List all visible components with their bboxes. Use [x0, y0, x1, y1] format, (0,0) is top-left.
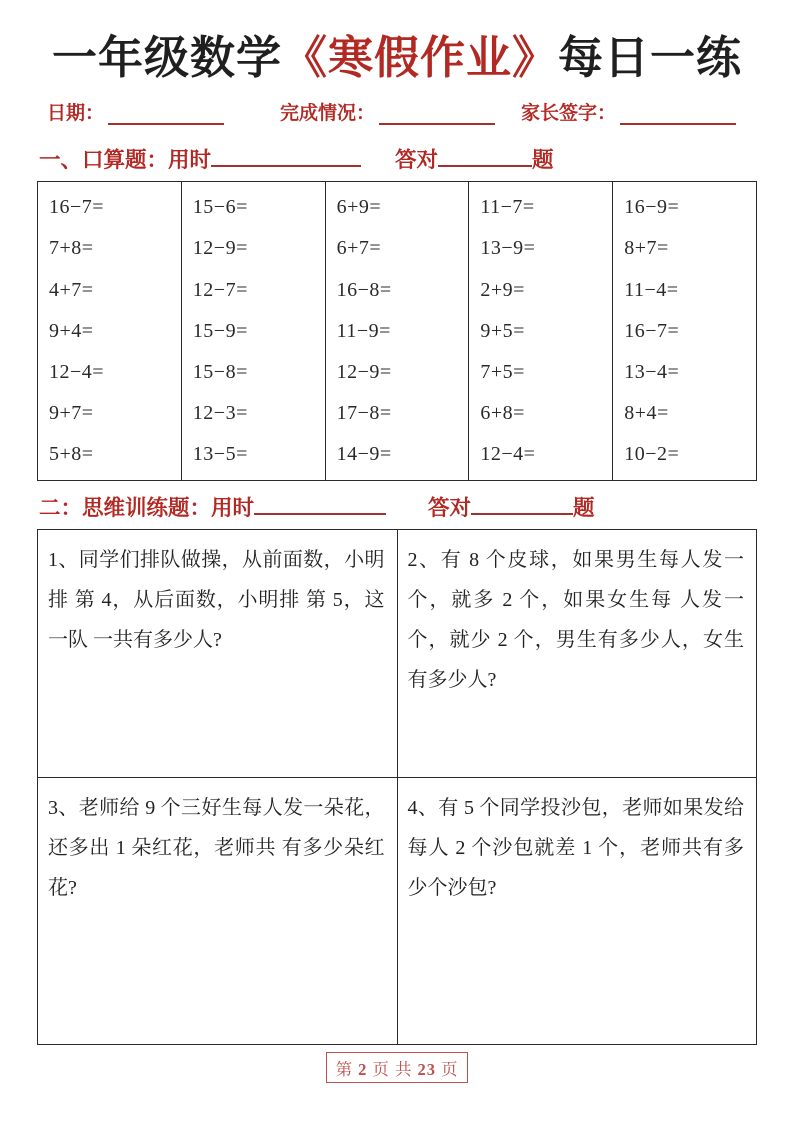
footer-middle: 页 共 — [372, 1059, 413, 1079]
math-problem: 12−7= — [192, 278, 248, 301]
current-page-number: 2 — [358, 1059, 368, 1079]
footer-suffix: 页 — [440, 1059, 459, 1079]
oral-column-2 — [181, 182, 325, 480]
oral-column-5 — [613, 182, 757, 480]
math-problem: 9+4= — [49, 319, 94, 342]
math-problem: 11−9= — [336, 319, 391, 342]
thinking-answered-label: 答对 — [428, 495, 472, 520]
oral-answered-blank-line — [438, 145, 532, 168]
math-problem: 6+9= — [336, 196, 382, 219]
oral-answered-label: 答对 — [395, 148, 439, 173]
completion-label: 完成情况： — [280, 103, 376, 125]
math-problem: 8+4= — [624, 402, 669, 425]
oral-calculation-table — [37, 181, 757, 480]
word-problem: 2、有 8 个皮球，如果男生每人发一个，就多 2 个，如果女生每 人发一个，就少 2 个，男生有多少人，女生有多少人? — [407, 548, 744, 691]
math-problem: 10−2= — [624, 443, 680, 466]
thinking-unit-suffix: 题 — [573, 495, 595, 520]
math-problem: 12−9= — [336, 361, 392, 384]
math-problem: 14−9= — [336, 443, 392, 466]
math-problem: 16−8= — [336, 278, 392, 301]
math-problem: 12−3= — [192, 402, 248, 425]
footer — [37, 1052, 757, 1083]
math-problem: 12−4= — [49, 361, 105, 384]
math-problem: 5+8= — [49, 443, 94, 466]
math-problem: 9+7= — [49, 402, 94, 425]
math-problem: 8+7= — [624, 237, 669, 260]
word-problem-cell-1 — [38, 529, 398, 777]
math-problem: 15−8= — [192, 361, 248, 384]
title-part-book: 《寒假作业》 — [281, 33, 558, 83]
oral-heading-prefix: 一、口算题：用时 — [39, 148, 212, 173]
word-problem-cell-2 — [397, 529, 757, 777]
thinking-heading-prefix: 二：思维训练题：用时 — [39, 495, 255, 520]
total-page-number: 23 — [417, 1059, 436, 1079]
math-problem: 13−9= — [480, 237, 536, 260]
table-row — [38, 777, 757, 1044]
table-row — [38, 182, 757, 480]
word-problem-cell-3 — [38, 777, 398, 1044]
math-problem: 12−9= — [192, 237, 248, 260]
math-problem: 7+8= — [49, 237, 94, 260]
math-problem: 13−5= — [192, 443, 248, 466]
oral-column-4 — [469, 182, 613, 480]
thinking-problems-table — [37, 529, 757, 1045]
math-problem: 16−7= — [624, 319, 680, 342]
math-problem: 6+7= — [336, 237, 382, 260]
section-oral-heading — [39, 143, 757, 174]
math-problem: 15−6= — [192, 196, 248, 219]
page-number-badge — [326, 1052, 469, 1083]
oral-unit-suffix: 题 — [532, 148, 554, 173]
meta-row — [47, 98, 757, 125]
page-title — [37, 30, 757, 86]
table-row — [38, 529, 757, 777]
math-problem: 11−4= — [624, 278, 679, 301]
word-problem: 4、有 5 个同学投沙包，老师如果发给 每人 2 个沙包就差 1 个，老师共有多 少个沙包? — [407, 796, 744, 899]
title-part-daily: 每日一练 — [558, 33, 743, 83]
math-problem: 11−7= — [480, 196, 535, 219]
footer-prefix: 第 — [335, 1059, 354, 1079]
math-problem: 16−9= — [624, 196, 680, 219]
word-problem: 3、老师给 9 个三好生每人发一朵花，还多出 1 朵红花，老师共 有多少朵红花? — [48, 796, 385, 899]
title-part-grade: 一年级数学 — [51, 33, 282, 83]
signature-label: 家长签字： — [521, 103, 617, 125]
math-problem: 7+5= — [480, 361, 525, 384]
date-blank-line — [108, 105, 224, 125]
math-problem: 15−9= — [192, 319, 248, 342]
date-label: 日期： — [47, 103, 105, 125]
math-problem: 2+9= — [480, 278, 525, 301]
word-problem: 1、同学们排队做操，从前面数，小明排 第 4，从后面数，小明排 第 5，这一队 一共有多少人? — [48, 548, 385, 651]
section-thinking-heading — [39, 491, 757, 522]
signature-blank-line — [620, 105, 736, 125]
math-problem: 12−4= — [480, 443, 536, 466]
thinking-time-blank-line — [254, 492, 386, 515]
oral-column-1 — [38, 182, 182, 480]
thinking-answered-blank-line — [471, 492, 573, 515]
oral-time-blank-line — [211, 145, 361, 168]
math-problem: 9+5= — [480, 319, 525, 342]
completion-blank-line — [379, 105, 495, 125]
math-problem: 4+7= — [49, 278, 94, 301]
math-problem: 6+8= — [480, 402, 525, 425]
math-problem: 13−4= — [624, 361, 680, 384]
oral-column-3 — [325, 182, 469, 480]
word-problem-cell-4 — [397, 777, 757, 1044]
math-problem: 17−8= — [336, 402, 392, 425]
math-problem: 16−7= — [49, 196, 105, 219]
